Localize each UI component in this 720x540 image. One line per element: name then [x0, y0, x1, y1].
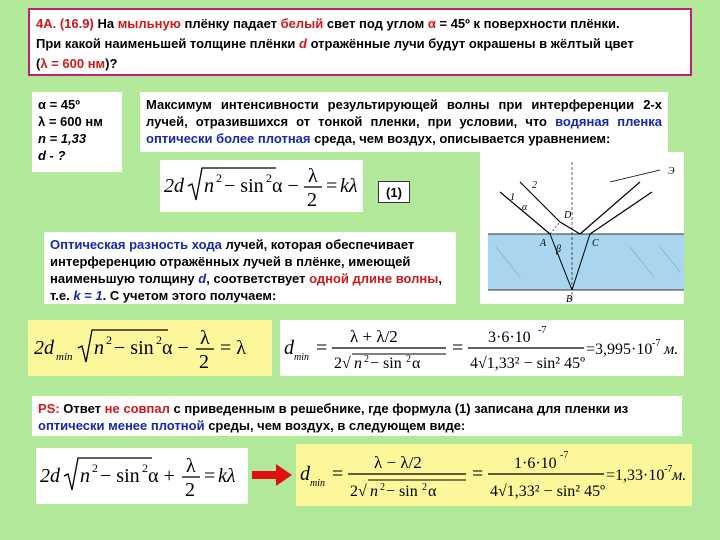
- svg-text:n: n: [94, 337, 104, 359]
- svg-text:4√1,33² − sin² 45º: 4√1,33² − sin² 45º: [470, 355, 586, 372]
- svg-text:α −: α −: [272, 175, 299, 197]
- svg-text:= λ: = λ: [220, 337, 246, 359]
- problem-line-2: [36, 34, 684, 54]
- svg-text:4√1,33² − sin² 45º: 4√1,33² − sin² 45º: [490, 483, 606, 500]
- label-beta: β: [556, 244, 561, 255]
- result2-value-exponent: -7: [664, 464, 673, 475]
- svg-text:=: =: [316, 337, 328, 359]
- text-fragment: На: [97, 16, 115, 31]
- svg-text:kλ: kλ: [340, 175, 358, 197]
- result2-numerator: 1·6·10: [514, 455, 557, 472]
- text-fragment: = 45º к поверхности плёнки.: [439, 16, 620, 31]
- result2-exponent: -7: [560, 450, 569, 461]
- svg-text:=: =: [472, 463, 484, 485]
- svg-text:2: 2: [364, 354, 369, 365]
- label-A: A: [540, 238, 547, 249]
- svg-text:2√: 2√: [334, 355, 351, 372]
- formula-5-graphic: [296, 444, 692, 506]
- svg-text:2: 2: [266, 171, 272, 185]
- text-not-match: не совпал: [104, 401, 170, 416]
- svg-text:λ + λ/2: λ + λ/2: [350, 327, 398, 346]
- label-E: Э: [668, 166, 675, 177]
- svg-text:λ: λ: [186, 455, 196, 477]
- text-fragment: . С учетом этого получаем:: [102, 288, 277, 303]
- result2-unit: м.: [672, 467, 687, 484]
- text-fragment: )?: [105, 56, 118, 71]
- result1-numerator: 3·6·10: [488, 329, 531, 346]
- svg-text:2: 2: [216, 171, 222, 185]
- formula-1: [160, 160, 363, 212]
- text-lambda: λ = 600 нм: [40, 56, 106, 71]
- formula-1-graphic: [160, 160, 363, 212]
- svg-text:d: d: [284, 337, 294, 359]
- result1-value-exponent: -7: [652, 338, 661, 349]
- problem-line-1: [36, 14, 684, 34]
- svg-text:λ: λ: [200, 327, 210, 349]
- svg-text:2d: 2d: [164, 175, 184, 197]
- formula-2: [28, 320, 272, 376]
- text-soapy: мыльную: [117, 16, 181, 31]
- svg-text:=: =: [452, 337, 464, 359]
- text-fragment: с приведенным в решебнике, где формула (1) записана для пленки из: [173, 401, 629, 416]
- svg-text:2: 2: [422, 482, 427, 493]
- text-path-difference: Оптическая разность хода: [50, 237, 222, 252]
- label-D: D: [564, 210, 572, 221]
- result1-value: =3,995·10: [586, 341, 653, 358]
- text-alpha: α: [427, 16, 436, 31]
- svg-text:λ: λ: [308, 165, 318, 187]
- result2-value: =1,33·10: [606, 467, 665, 484]
- svg-text:2: 2: [106, 333, 112, 347]
- arrow-right-icon: [252, 464, 292, 486]
- svg-text:kλ: kλ: [218, 465, 236, 487]
- film-diagram: [480, 152, 684, 304]
- svg-text:− sin: − sin: [386, 483, 418, 500]
- ps-label: PS:: [38, 401, 60, 416]
- text-fragment: , т.е.: [50, 271, 442, 303]
- svg-text:2: 2: [156, 333, 162, 347]
- explanation-1: [140, 92, 668, 152]
- label-alpha: α: [522, 202, 528, 213]
- svg-text:2: 2: [307, 189, 317, 211]
- problem-number: 4А. (16.9): [36, 16, 94, 31]
- result1-exponent: -7: [538, 325, 547, 336]
- svg-text:n: n: [204, 175, 214, 197]
- svg-text:− sin: − sin: [100, 465, 140, 487]
- svg-text:α: α: [428, 483, 437, 500]
- label-2: 2: [532, 180, 537, 191]
- svg-text:− sin: − sin: [370, 355, 402, 372]
- equation-number: (1): [378, 181, 410, 203]
- ps-note: [32, 396, 682, 436]
- svg-text:2: 2: [142, 461, 148, 475]
- text-fragment: среда, чем воздух, описывается уравнением:: [314, 131, 611, 146]
- text-less-dense: оптически менее плотной: [38, 418, 205, 433]
- label-1: 1: [510, 192, 515, 203]
- text-fragment: При какой наименьшей толщине плёнки: [36, 36, 296, 51]
- text-k: k = 1: [73, 288, 103, 303]
- svg-text:n: n: [80, 465, 90, 487]
- svg-text:2d: 2d: [40, 465, 60, 487]
- svg-text:2: 2: [92, 461, 98, 475]
- svg-text:2: 2: [380, 482, 385, 493]
- text-fragment: свет под углом: [326, 16, 425, 31]
- result1-unit: м.: [664, 341, 679, 358]
- svg-text:min: min: [294, 352, 309, 363]
- svg-text:2: 2: [199, 351, 209, 373]
- problem-statement: [28, 8, 692, 76]
- text-fragment: отражённые лучи будут окрашены в жёлтый цвет: [310, 36, 634, 51]
- text-fragment: Ответ: [63, 401, 102, 416]
- formula-4: [36, 448, 248, 504]
- text-fragment: Максимум интенсивности результирующей волны при интерференции 2-х лучей, отразившихся от тонкой пленки, при условии, что: [146, 97, 662, 129]
- label-B: B: [566, 294, 573, 304]
- given-d: d - ?: [38, 148, 66, 163]
- svg-text:=: =: [332, 463, 344, 485]
- given-alpha: α = 45º: [38, 97, 81, 112]
- svg-text:2d: 2d: [34, 337, 54, 359]
- text-one-wavelength: одной длине волны: [309, 271, 439, 286]
- text-fragment: (: [36, 56, 41, 71]
- svg-text:d: d: [300, 463, 310, 485]
- svg-text:n: n: [354, 355, 362, 372]
- svg-text:2: 2: [185, 479, 195, 501]
- svg-text:− sin: − sin: [114, 337, 154, 359]
- formula-2-graphic: [28, 320, 272, 376]
- explanation-2: [44, 232, 456, 304]
- svg-text:− sin: − sin: [224, 175, 264, 197]
- formula-3: [280, 320, 684, 376]
- text-denser: водяная пленка оптически более плотная: [146, 114, 662, 146]
- svg-text:2: 2: [406, 354, 411, 365]
- svg-text:min: min: [56, 351, 73, 363]
- text-fragment: лучей, которая обеспечивает интерференцию отражённых лучей в плёнке, имеющей наименьшую толщину: [50, 237, 415, 286]
- text-d: d: [198, 271, 207, 286]
- given-n: n = 1,33: [38, 131, 87, 146]
- problem-line-3: [36, 54, 684, 74]
- svg-text:=: =: [326, 175, 338, 197]
- text-fragment: плёнку падает: [184, 16, 277, 31]
- svg-text:λ − λ/2: λ − λ/2: [374, 453, 422, 472]
- svg-text:n: n: [370, 483, 378, 500]
- given-box: [32, 92, 122, 172]
- given-lambda: λ = 600 нм: [38, 114, 103, 129]
- film-diagram-graphic: [480, 152, 684, 304]
- svg-text:=: =: [204, 465, 216, 487]
- formula-3-graphic: [280, 320, 684, 376]
- text-d: d: [298, 36, 307, 51]
- svg-text:α −: α −: [162, 337, 189, 359]
- formula-4-graphic: [36, 448, 248, 504]
- text-white: белый: [280, 16, 324, 31]
- text-fragment: , соответствует: [206, 271, 306, 286]
- svg-text:α +: α +: [148, 465, 175, 487]
- formula-5: [296, 444, 692, 506]
- label-C: C: [592, 238, 599, 249]
- svg-text:α: α: [412, 355, 421, 372]
- svg-text:min: min: [310, 478, 325, 489]
- svg-text:2√: 2√: [350, 483, 367, 500]
- text-fragment: среды, чем воздух, в следующем виде:: [208, 418, 466, 433]
